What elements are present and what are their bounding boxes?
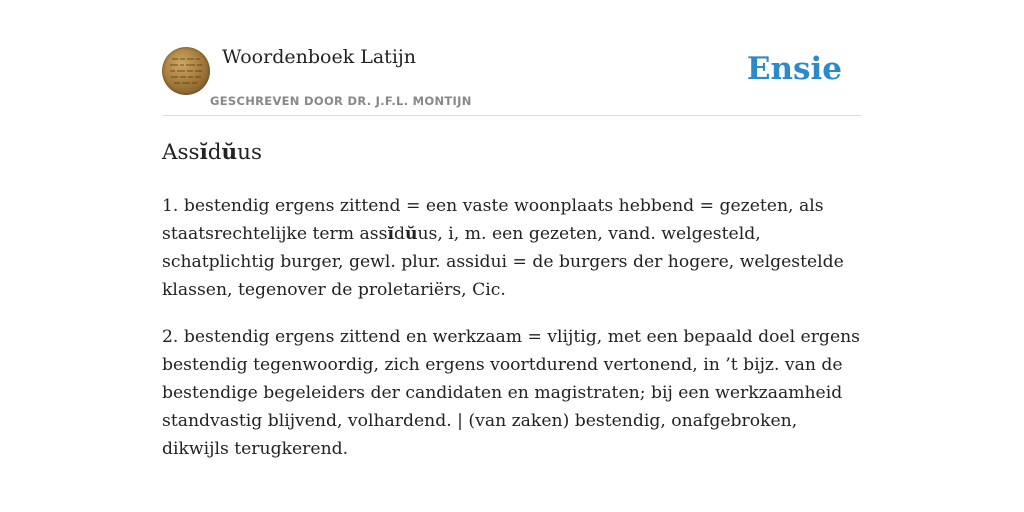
definition-bold: ĭ: [387, 224, 394, 244]
title-part: Ass: [162, 140, 200, 165]
title-part: us: [237, 140, 263, 165]
title-part-bold: ŭ: [221, 140, 238, 165]
definition-bold: ŭ: [404, 224, 418, 244]
author-line: GESCHREVEN DOOR DR. J.F.L. MONTIJN: [210, 94, 472, 108]
coin-logo-icon[interactable]: [162, 47, 210, 95]
entry-content: [162, 192, 862, 482]
entry-title: [162, 140, 262, 165]
definition-1: [162, 192, 862, 304]
header: [162, 44, 862, 116]
brand-logo[interactable]: Ensie: [746, 51, 842, 87]
title-part: d: [207, 140, 222, 165]
definition-text: us, i, m. een gezeten, vand. welgesteld, schatplichtig burger, gewl. plur. assidui = de burgers der hogere, welgestelde klassen, tegenover de proletariërs, Cic.: [162, 224, 844, 300]
title-part-bold: ĭ: [199, 140, 208, 165]
definition-text: d: [393, 224, 405, 244]
definition-text: 2. bestendig ergens zittend en werkzaam = vlijtig, met een bepaald doel ergens bestendig tegenwoordig, zich ergens voortdurend vertonend, in ’t bijz. van de bestendige begeleiders der candidaten en magistraten; bij een werkzaamheid standvastig blijvend, volhardend. | (van zaken) bestendig, onafgebroken, dikwijls terugkerend.: [162, 327, 860, 459]
book-title[interactable]: Woordenboek Latijn: [222, 46, 417, 68]
definition-text: 1. bestendig ergens zittend = een vaste woonplaats hebbend = gezeten, als staatsrechtelijke term ass: [162, 196, 824, 244]
definition-2: [162, 323, 862, 463]
